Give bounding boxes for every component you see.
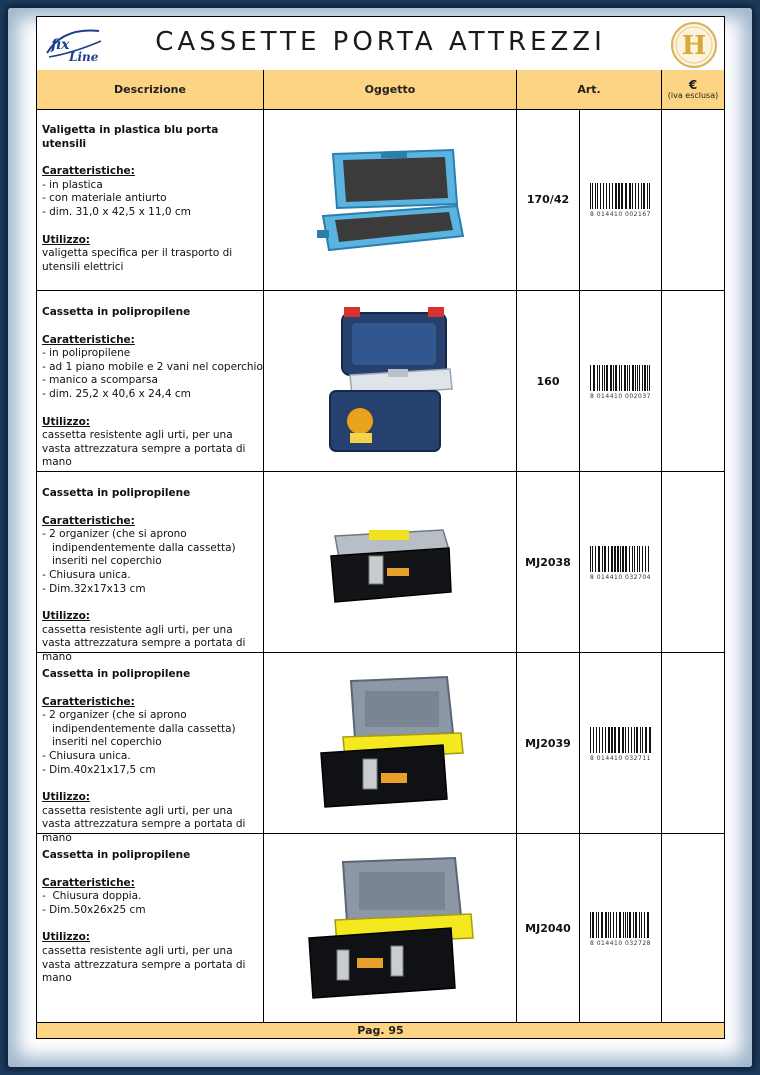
table-row [37, 472, 724, 663]
barcode-icon [588, 181, 654, 211]
feature-item: - dim. 31,0 x 42,5 x 11,0 cm [42, 205, 191, 218]
large-black-toolbox-icon [305, 854, 475, 1004]
features-label: Caratteristiche: [42, 695, 135, 708]
price-cell [662, 472, 724, 652]
feature-item: - 2 organizer (che si aprono [42, 709, 187, 722]
column-price [662, 70, 724, 109]
product-title: Cassetta in polipropilene [42, 668, 191, 680]
feature-item: - Dim.32x17x13 cm [42, 582, 146, 595]
barcode-icon [588, 910, 654, 940]
barcode-graphic [588, 181, 654, 218]
feature-item: indipendentemente dalla cassetta) [42, 541, 236, 554]
use-text: cassetta resistente agli urti, per una vasta attrezzatura sempre a portata di mano [42, 429, 246, 469]
table-header [37, 70, 724, 110]
product-description [37, 653, 264, 844]
column-object: Oggetto [264, 70, 517, 109]
features-label: Caratteristiche: [42, 514, 135, 527]
product-title: Cassetta in polipropilene [42, 487, 191, 499]
features-label: Caratteristiche: [42, 165, 135, 178]
product-description [37, 834, 264, 1023]
price-symbol: € [688, 77, 698, 92]
page-header [37, 17, 724, 71]
article-code: 170/42 [517, 109, 580, 290]
feature-item: - Dim.50x26x25 cm [42, 903, 146, 916]
svg-text:H: H [681, 31, 707, 61]
features-list [42, 347, 263, 401]
use-text: cassetta resistente agli urti, per una vasta attrezzatura sempre a portata di mano [42, 804, 246, 844]
hotel-brand-badge-icon [670, 21, 718, 69]
feature-item: - con materiale antiurto [42, 192, 167, 205]
barcode-number: 8 014410 032711 [590, 754, 651, 762]
column-article: Art. [517, 70, 662, 109]
barcode [580, 109, 662, 290]
svg-text:Line: Line [69, 50, 99, 64]
feature-item: inseriti nel coperchio [42, 555, 162, 568]
product-title: Valigetta in plastica blu porta utensili [42, 124, 219, 150]
use-label: Utilizzo: [42, 415, 90, 428]
product-image [264, 291, 517, 471]
barcode-icon [588, 725, 654, 755]
use-label: Utilizzo: [42, 610, 90, 623]
article-code: MJ2039 [517, 653, 580, 833]
feature-item: - Chiusura unica. [42, 568, 131, 581]
table-row [37, 109, 724, 291]
navy-toolbox-icon [320, 303, 460, 459]
medium-black-toolbox-icon [315, 673, 465, 813]
features-list [42, 528, 259, 596]
feature-item: - manico a scomparsa [42, 374, 158, 387]
feature-item: - Chiusura unica. [42, 749, 131, 762]
barcode-graphic [588, 544, 654, 581]
use-label: Utilizzo: [42, 931, 90, 944]
feature-item: - Dim.40x21x17,5 cm [42, 763, 156, 776]
product-description [37, 109, 264, 290]
barcode-graphic [588, 363, 654, 400]
feature-item: - in polipropilene [42, 347, 131, 360]
table-row [37, 653, 724, 844]
feature-item: - in plastica [42, 178, 103, 191]
catalog-sheet [36, 16, 725, 1039]
table-row [37, 834, 724, 1024]
column-description: Descrizione [37, 70, 264, 109]
use-text: cassetta resistente agli urti, per una vasta attrezzatura sempre a portata di mano [42, 623, 246, 663]
small-black-toolbox-icon [325, 516, 455, 608]
feature-item: - dim. 25,2 x 40,6 x 24,4 cm [42, 387, 191, 400]
blue-case-icon [315, 144, 465, 256]
barcode-graphic [588, 910, 654, 947]
barcode-number: 8 014410 002167 [590, 211, 651, 218]
features-label: Caratteristiche: [42, 333, 135, 346]
features-label: Caratteristiche: [42, 876, 135, 889]
use-text: valigetta specifica per il trasporto di utensili elettrici [42, 247, 233, 273]
feature-item: inseriti nel coperchio [42, 736, 162, 749]
feature-item: indipendentemente dalla cassetta) [42, 722, 236, 735]
feature-item: - Chiusura doppia. [42, 890, 142, 903]
page-title: CASSETTE PORTA ATTREZZI [155, 27, 606, 57]
article-code: MJ2040 [517, 834, 580, 1023]
product-description [37, 472, 264, 663]
article-code: 160 [517, 291, 580, 471]
barcode-number: 8 014410 032704 [590, 573, 651, 581]
product-image [264, 834, 517, 1023]
product-description [37, 291, 264, 471]
barcode [580, 653, 662, 833]
barcode-number: 8 014410 032728 [590, 940, 651, 947]
barcode-icon [588, 363, 654, 393]
features-list [42, 890, 259, 917]
barcode-graphic [588, 725, 654, 762]
barcode-icon [588, 544, 654, 574]
svg-text:fix: fix [51, 37, 70, 53]
product-title: Cassetta in polipropilene [42, 306, 191, 318]
price-cell [662, 291, 724, 471]
use-label: Utilizzo: [42, 233, 90, 246]
features-list [42, 709, 259, 777]
feature-item: - 2 organizer (che si aprono [42, 528, 187, 541]
article-code: MJ2038 [517, 472, 580, 652]
page-footer: Pag. 95 [37, 1022, 724, 1038]
use-label: Utilizzo: [42, 791, 90, 804]
price-cell [662, 834, 724, 1023]
use-text: cassetta resistente agli urti, per una vasta attrezzatura sempre a portata di mano [42, 944, 246, 985]
product-title: Cassetta in polipropilene [42, 849, 191, 861]
barcode [580, 291, 662, 471]
price-cell [662, 109, 724, 290]
table-row [37, 291, 724, 472]
product-image [264, 109, 517, 290]
price-cell [662, 653, 724, 833]
features-list [42, 179, 259, 220]
price-note: (iva esclusa) [667, 90, 719, 100]
barcode [580, 834, 662, 1023]
barcode [580, 472, 662, 652]
feature-item: - ad 1 piano mobile e 2 vani nel coperchio [42, 360, 263, 373]
barcode-number: 8 014410 002037 [590, 392, 651, 400]
product-image [264, 472, 517, 652]
product-image [264, 653, 517, 833]
